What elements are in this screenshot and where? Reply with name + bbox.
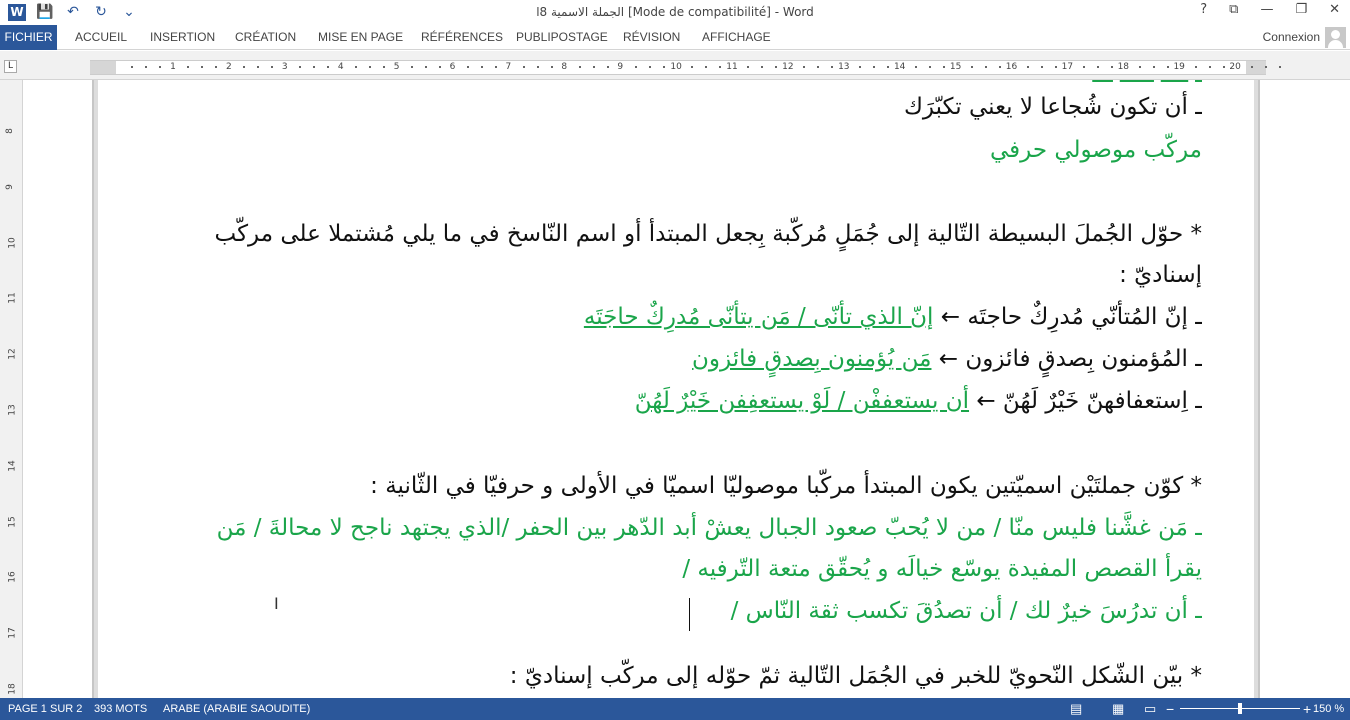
customize-qat-icon[interactable]: ⌄ xyxy=(123,4,135,20)
ribbon-display-icon[interactable]: ⧉ xyxy=(1229,2,1239,17)
ruler-tick xyxy=(1195,66,1197,68)
ruler-tick xyxy=(691,66,693,68)
ruler-tick xyxy=(1279,66,1281,68)
ruler-tick xyxy=(1041,66,1043,68)
zoom-in-button[interactable]: + xyxy=(1303,701,1312,717)
ruler-tick xyxy=(187,66,189,68)
doc-example xyxy=(692,346,1202,372)
ruler-tick xyxy=(1027,66,1029,68)
ruler-tick xyxy=(131,66,133,68)
ruler-tick xyxy=(719,66,721,68)
ruler-tick xyxy=(467,66,469,68)
ruler-number: 5 xyxy=(393,62,400,72)
ruler-tick xyxy=(999,66,1001,68)
example-source: ـ المُؤمنون بِصدقٍ فائزون ← xyxy=(931,346,1202,372)
word-count[interactable]: 393 MOTS xyxy=(94,703,148,715)
ruler-tick xyxy=(537,66,539,68)
user-avatar-icon[interactable] xyxy=(1325,27,1346,48)
ruler-number: 10 xyxy=(670,62,682,72)
word-logo-icon[interactable]: W xyxy=(8,4,26,21)
tab-selector[interactable]: L xyxy=(4,60,17,73)
vertical-ruler[interactable] xyxy=(0,80,23,698)
ruler-tick xyxy=(593,66,595,68)
ruler-tick xyxy=(1265,66,1267,68)
close-icon[interactable]: ✕ xyxy=(1329,2,1340,17)
window-title: الجملة الاسمية 8ا [Mode de compatibilité] - Word xyxy=(536,5,814,19)
doc-line: إسناديّ : xyxy=(1119,262,1202,288)
ruler-tick xyxy=(1083,66,1085,68)
vertical-ruler-number: 9 xyxy=(4,183,15,190)
example-answer: أن يستعففْن / لَوْ يستعفِفن خَيْرٌ لَهُنّ xyxy=(634,388,970,414)
ruler-tick xyxy=(663,66,665,68)
ruler-number: 3 xyxy=(281,62,288,72)
example-source: ـ إنّ المُتأنّي مُدرِكٌ حاجتَه ← xyxy=(933,304,1202,330)
ruler-number: 12 xyxy=(782,62,794,72)
tab-affichage[interactable]: AFFICHAGE xyxy=(702,30,771,44)
ruler-tick xyxy=(145,66,147,68)
ruler-tick xyxy=(215,66,217,68)
ruler-number: 16 xyxy=(1005,62,1018,72)
doc-line-green: ـ مَن غشَّنا فليس منّا / من لا يُحبّ صعود الجبال يعشْ أبد الدّهر بين الحفر /الذي يجتهد ناجح لا محالةَ / مَن xyxy=(216,515,1202,541)
ruler-tick xyxy=(859,66,861,68)
zoom-out-button[interactable]: − xyxy=(1166,701,1175,717)
ruler-tick xyxy=(1097,66,1099,68)
read-mode-icon[interactable]: ▤ xyxy=(1070,701,1083,716)
ruler-number: 11 xyxy=(726,62,738,72)
undo-icon[interactable]: ↶ xyxy=(67,4,79,20)
ruler-tick xyxy=(817,66,819,68)
tab-accueil[interactable]: ACCUEIL xyxy=(75,30,128,44)
ruler-tick xyxy=(803,66,805,68)
ruler-tick xyxy=(355,66,357,68)
ruler-tick xyxy=(257,66,259,68)
tab-publipostage[interactable]: PUBLIPOSTAGE xyxy=(516,30,608,44)
ruler-area xyxy=(0,51,1350,80)
help-icon[interactable]: ? xyxy=(1200,2,1208,17)
ruler-tick xyxy=(201,66,203,68)
ruler-tick xyxy=(1111,66,1113,68)
doc-line-green: يقرأ القصص المفيدة يوسّع خيالَه و يُحقّق متعة التّرفيه / xyxy=(682,556,1202,582)
partial-line xyxy=(1092,80,1202,88)
ruler-number: 13 xyxy=(838,62,850,72)
ruler-number: 19 xyxy=(1173,62,1185,72)
status-bar xyxy=(0,698,1350,720)
ruler-tick xyxy=(481,66,483,68)
ruler-number: 20 xyxy=(1229,62,1241,72)
restore-icon[interactable]: ❐ xyxy=(1295,2,1308,17)
page-count[interactable]: PAGE 1 SUR 2 xyxy=(8,703,83,715)
ruler-tick xyxy=(383,66,385,68)
ruler-tick xyxy=(313,66,315,68)
vertical-ruler-number: 12 xyxy=(7,348,18,360)
ruler-tick xyxy=(929,66,931,68)
redo-icon[interactable]: ↻ xyxy=(95,4,107,20)
ruler-tick xyxy=(747,66,749,68)
ruler-tick xyxy=(1209,66,1211,68)
ruler-tick xyxy=(579,66,581,68)
ruler-tick xyxy=(523,66,525,68)
ruler-tick xyxy=(887,66,889,68)
doc-example xyxy=(635,388,1202,414)
doc-instruction: * حوّل الجُملَ البسيطة التّالية إلى جُمَلٍ مُركّبة بِجعل المبتدأ أو اسم النّاسخ في ما يلي مُشتملا على مركّب xyxy=(214,221,1202,247)
ruler-tick xyxy=(649,66,651,68)
tab-mise-en-page[interactable]: MISE EN PAGE xyxy=(318,30,404,44)
ibeam-cursor-icon: I xyxy=(274,594,279,613)
tab-fichier[interactable]: FICHIER xyxy=(0,25,57,50)
ruler-tick xyxy=(425,66,427,68)
doc-line-green: ـ أن تدرُسَ خيرٌ لك / أن تصدُقَ تكسب ثقة النّاس / xyxy=(730,598,1202,624)
ruler-tick xyxy=(831,66,833,68)
ruler-tick xyxy=(1139,66,1141,68)
ruler-tick xyxy=(327,66,329,68)
example-answer: إنّ الذي تأنّى / مَن يتأنّى مُدرِكٌ حاجَتَه xyxy=(583,304,934,330)
vertical-ruler-number: 8 xyxy=(4,128,15,134)
ruler-tick xyxy=(607,66,609,68)
ruler-tick xyxy=(439,66,441,68)
ruler-number: 2 xyxy=(226,62,232,72)
doc-line-green: مركّب موصولي حرفي xyxy=(989,137,1202,163)
ruler-tick xyxy=(495,66,497,68)
save-icon[interactable]: 💾 xyxy=(36,4,54,20)
ruler-number: 8 xyxy=(561,62,568,72)
text-caret xyxy=(689,598,690,631)
vertical-ruler-number: 18 xyxy=(7,683,18,695)
ruler-tick xyxy=(985,66,987,68)
ruler-tick xyxy=(271,66,273,68)
vertical-ruler-number: 17 xyxy=(7,627,18,639)
ruler-number: 15 xyxy=(949,62,962,72)
ruler-tick xyxy=(943,66,945,68)
doc-example xyxy=(584,304,1202,330)
ruler-tick xyxy=(1251,66,1253,68)
vertical-ruler-number: 13 xyxy=(7,404,18,416)
ruler-tick xyxy=(551,66,553,68)
ruler-number: 14 xyxy=(893,62,906,72)
ruler-tick xyxy=(635,66,637,68)
vertical-ruler-number: 15 xyxy=(7,515,18,528)
ruler-tick xyxy=(159,66,161,68)
ruler-tick xyxy=(705,66,707,68)
ruler-tick xyxy=(971,66,973,68)
zoom-slider-thumb[interactable] xyxy=(1238,703,1242,714)
horizontal-ruler[interactable] xyxy=(90,60,1266,75)
print-layout-icon[interactable]: ▦ xyxy=(1112,701,1125,716)
tab-creation[interactable]: CRÉATION xyxy=(235,30,297,44)
minimize-icon[interactable]: — xyxy=(1260,2,1274,17)
ruler-number: 9 xyxy=(617,62,624,72)
ribbon-tabs xyxy=(0,25,1350,50)
ruler-tick xyxy=(369,66,371,68)
document-body[interactable] xyxy=(130,80,1202,698)
page-left-edge xyxy=(92,80,98,698)
vertical-ruler-number: 11 xyxy=(7,292,18,305)
ruler-tick xyxy=(1167,66,1169,68)
doc-instruction: * كوّن جملتَيْن اسميّتين يكون المبتدأ مركّبا موصوليّا اسميّا في الأولى و حرفيّا في الثّانية : xyxy=(370,473,1202,499)
doc-instruction: * بيّن الشّكل النّحويّ للخبر في الجُمَل التّالية ثمّ حوّله إلى مركّب إسناديّ : xyxy=(509,663,1202,689)
ruler-number: 17 xyxy=(1061,62,1074,72)
title-bar xyxy=(0,0,1350,25)
sign-in-link[interactable]: Connexion xyxy=(1262,30,1320,44)
tab-references[interactable]: RÉFÉRENCES xyxy=(421,30,504,44)
ruler-number: 7 xyxy=(505,62,512,72)
example-source: ـ اِستعفافهنّ خَيْرٌ لَهُنّ ← xyxy=(969,388,1202,414)
ruler-number: 6 xyxy=(449,62,456,72)
ruler-tick xyxy=(1153,66,1155,68)
tab-revision[interactable]: RÉVISION xyxy=(623,30,681,44)
ruler-tick xyxy=(243,66,245,68)
web-layout-icon[interactable]: ▭ xyxy=(1144,701,1157,716)
language-status[interactable]: ARABE (ARABIE SAOUDITE) xyxy=(163,703,311,715)
doc-line: ـ أن تكون شُجاعا لا يعني تكبّرَك xyxy=(903,94,1202,120)
ruler-tick xyxy=(1223,66,1225,68)
tab-insertion[interactable]: INSERTION xyxy=(150,30,216,44)
vertical-ruler-number: 16 xyxy=(7,571,18,584)
vertical-ruler-number: 10 xyxy=(7,236,18,249)
ruler-tick xyxy=(775,66,777,68)
ruler-tick xyxy=(411,66,413,68)
example-answer: مَن يُؤمنون بِصدقٍ فائزون xyxy=(692,346,932,372)
vertical-ruler-number: 14 xyxy=(7,460,18,472)
ruler-number: 4 xyxy=(337,62,344,72)
page-right-edge xyxy=(1254,80,1260,698)
ruler-tick xyxy=(873,66,875,68)
ruler-tick xyxy=(761,66,763,68)
ruler-tick xyxy=(1055,66,1057,68)
zoom-level[interactable]: 150 % xyxy=(1313,703,1345,715)
ruler-tick xyxy=(915,66,917,68)
ruler-tick xyxy=(299,66,301,68)
ruler-number: 18 xyxy=(1117,62,1130,72)
ruler-number: 1 xyxy=(170,62,176,72)
